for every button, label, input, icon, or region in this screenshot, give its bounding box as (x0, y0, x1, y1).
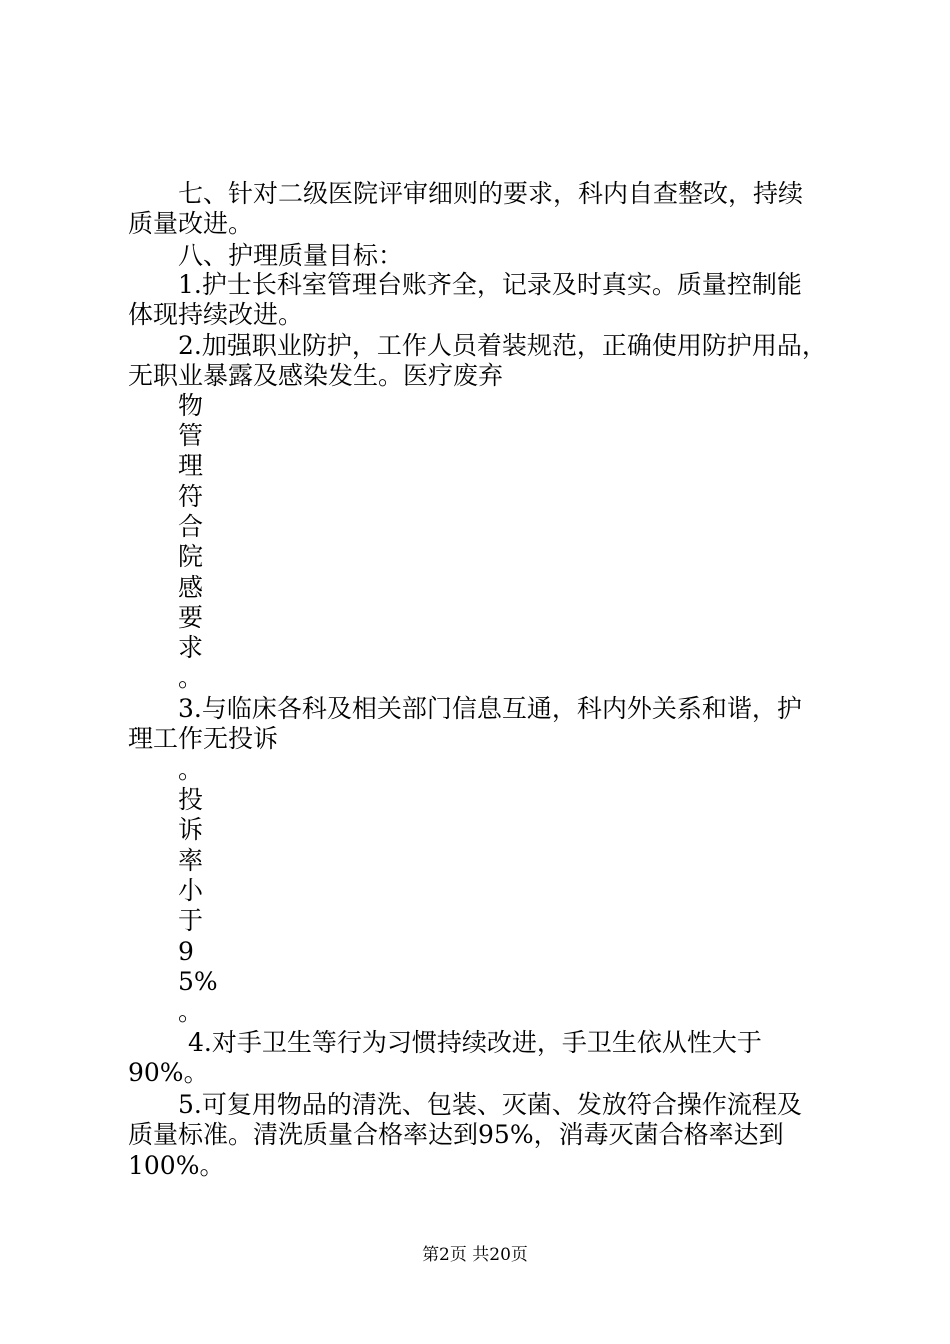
goal-2-vertical-char: 理 (178, 451, 204, 480)
paragraph-7-line-2: 质量改进。 (128, 209, 254, 238)
goal-3-vertical-char: 9 (178, 937, 194, 966)
goal-2-vertical-char: 物 (178, 391, 204, 420)
goal-3-vertical-char: 。 (178, 755, 204, 784)
page-footer: 第2页 共20页 (422, 1245, 528, 1265)
paragraph-7-line-1: 七、针对二级医院评审细则的要求，科内自查整改，持续 (178, 179, 804, 208)
goal-3-line-1: 3.与临床各科及相关部门信息互通，科内外关系和谐，护 (178, 694, 802, 723)
goal-3-vertical-char: 。 (178, 997, 204, 1026)
goal-4-line-1: 4.对手卫生等行为习惯持续改进，手卫生依从性大于 (188, 1028, 762, 1057)
goal-3-vertical-char: 5% (178, 967, 218, 996)
goal-4-line-2: 90%。 (128, 1058, 209, 1087)
goal-3-vertical-char: 率 (178, 846, 204, 875)
goal-2-vertical-char: 要 (178, 603, 204, 632)
goal-2-vertical-char: 院 (178, 542, 204, 571)
goal-3-vertical-char: 小 (178, 876, 204, 905)
goal-2-vertical-char: 。 (178, 663, 204, 692)
goal-2-line-2: 无职业暴露及感染发生。医疗废弃 (128, 361, 504, 390)
goal-3-vertical-char: 于 (178, 906, 204, 935)
goal-5-line-3: 100%。 (128, 1151, 225, 1180)
paragraph-8-heading: 八、护理质量目标： (178, 241, 404, 270)
goal-3-vertical-char: 投 (178, 785, 204, 814)
goal-2-vertical-char: 管 (178, 421, 204, 450)
goal-5-line-2: 质量标准。清洗质量合格率达到95%，消毒灭菌合格率达到 (128, 1120, 784, 1149)
goal-1-line-2: 体现持续改进。 (128, 300, 304, 329)
goal-1-line-1: 1.护士长科室管理台账齐全，记录及时真实。质量控制能 (178, 270, 802, 299)
goal-2-vertical-char: 符 (178, 482, 204, 511)
goal-2-vertical-char: 合 (178, 512, 204, 541)
goal-2-vertical-char: 感 (178, 573, 204, 602)
goal-5-line-1: 5.可复用物品的清洗、包装、灭菌、发放符合操作流程及 (178, 1090, 802, 1119)
goal-2-vertical-char: 求 (178, 633, 204, 662)
goal-3-vertical-char: 诉 (178, 815, 204, 844)
goal-3-line-2: 理工作无投诉 (128, 724, 279, 753)
goal-2-line-1: 2.加强职业防护，工作人员着装规范，正确使用防护用品， (178, 331, 827, 360)
